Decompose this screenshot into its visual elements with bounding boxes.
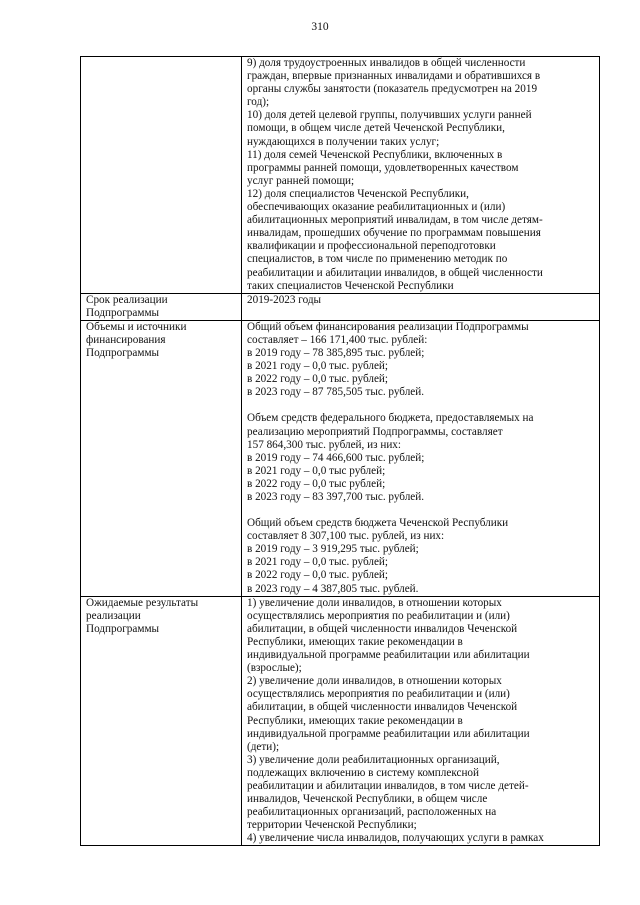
page-number: 310 bbox=[311, 21, 329, 33]
content-line: индивидуальной программе реабилитации или абилитации bbox=[247, 727, 530, 740]
content-line: Общий объем финансирования реализации Подпрограммы bbox=[247, 320, 529, 333]
label-line: Ожидаемые результаты bbox=[86, 596, 199, 609]
content-line: абилитации, в общей численности инвалидов Чеченской bbox=[247, 701, 518, 714]
row-label-cell bbox=[81, 320, 242, 596]
label-line: Подпрограммы bbox=[86, 306, 160, 319]
content-line: органы службы занятости (показатель предусмотрен на 2019 bbox=[247, 83, 538, 96]
content-line: составляет – 166 171,400 тыс. рублей: bbox=[247, 333, 428, 346]
content-line: (взрослые); bbox=[247, 662, 302, 675]
content-line: в 2019 году – 3 919,295 тыс. рублей; bbox=[247, 543, 419, 556]
content-line: Общий объем средств бюджета Чеченской Республики bbox=[247, 517, 509, 530]
funding-row bbox=[81, 320, 600, 596]
content-line: реабилитации и абилитации инвалидов, в общей численности bbox=[247, 266, 543, 279]
content-line: программы ранней помощи, удовлетворенных качеством bbox=[247, 161, 519, 174]
content-line: квалификации и профессиональной переподготовки bbox=[247, 240, 496, 253]
content-line: в 2019 году – 78 385,895 тыс. рублей; bbox=[247, 347, 425, 360]
content-line: индивидуальной программе реабилитации или абилитации bbox=[247, 649, 530, 662]
label-line: Объемы и источники bbox=[86, 320, 187, 333]
content-line: осуществлялись мероприятия по реабилитации и (или) bbox=[247, 688, 510, 701]
content-line: 3) увеличение доли реабилитационных организаций, bbox=[247, 753, 500, 766]
content-line: помощи, в общем числе детей Чеченской Республики, bbox=[247, 122, 505, 135]
content-line: в 2023 году – 4 387,805 тыс. рублей. bbox=[247, 582, 419, 595]
row-label-cell bbox=[81, 596, 242, 846]
content-line: услуг ранней помощи; bbox=[247, 174, 355, 187]
content-line: таких специалистов Чеченской Республики bbox=[247, 279, 454, 292]
content-line: обеспечивающих оказание реабилитационных и (или) bbox=[247, 201, 506, 214]
indicators-row bbox=[81, 57, 600, 294]
content-line: в 2021 году – 0,0 тыс. рублей; bbox=[247, 360, 389, 373]
label-line: финансирования bbox=[86, 333, 166, 346]
row-content-cell bbox=[242, 57, 600, 294]
content-line: Республики, имеющих такие рекомендации в bbox=[247, 714, 463, 727]
content-line: специалистов, в том числе по применению методик по bbox=[247, 253, 508, 266]
content-line: в 2022 году – 0,0 тыс рублей; bbox=[247, 477, 386, 490]
content-line: в 2022 году – 0,0 тыс. рублей; bbox=[247, 373, 389, 386]
content-line: 157 864,300 тыс. рублей, из них: bbox=[247, 438, 402, 451]
content-line: 4) увеличение числа инвалидов, получающих услуги в рамках bbox=[247, 832, 544, 845]
subprogram-passport-table bbox=[80, 56, 600, 846]
content-line: составляет 8 307,100 тыс. рублей, из них: bbox=[247, 530, 445, 543]
content-line: нуждающихся в получении таких услуг; bbox=[247, 135, 440, 148]
content-line: 12) доля специалистов Чеченской Республики, bbox=[247, 187, 469, 200]
row-label-cell bbox=[81, 57, 242, 294]
content-line: в 2021 году – 0,0 тыс. рублей; bbox=[247, 556, 389, 569]
implementation-period-row bbox=[81, 293, 600, 320]
content-line: реабилитационных организаций, расположенных на bbox=[247, 806, 497, 819]
content-line: (дети); bbox=[247, 740, 280, 753]
content-line: 2019-2023 годы bbox=[247, 293, 322, 306]
expected-results-row bbox=[81, 596, 600, 846]
row-label-cell bbox=[81, 293, 242, 320]
content-line: год); bbox=[247, 96, 270, 109]
content-line: в 2019 году – 74 466,600 тыс. рублей; bbox=[247, 451, 425, 464]
paragraph-gap bbox=[247, 399, 596, 412]
content-line: инвалидов, Чеченской Республики, в общем числе bbox=[247, 793, 488, 806]
content-line: абилитации, в общей численности инвалидов Чеченской bbox=[247, 622, 518, 635]
content-line: Объем средств федерального бюджета, предоставляемых на bbox=[247, 412, 534, 425]
label-line: Срок реализации bbox=[86, 293, 168, 306]
content-line: 2) увеличение доли инвалидов, в отношении которых bbox=[247, 675, 502, 688]
content-line: в 2021 году – 0,0 тыс рублей; bbox=[247, 464, 386, 477]
label-line: реализации bbox=[86, 609, 141, 622]
content-line: 1) увеличение доли инвалидов, в отношении которых bbox=[247, 596, 502, 609]
content-line: в 2023 году – 83 397,700 тыс. рублей. bbox=[247, 491, 425, 503]
content-line: 10) доля детей целевой группы, получивших услуги ранней bbox=[247, 109, 532, 122]
content-line: абилитационных мероприятий инвалидам, в том числе детям- bbox=[247, 214, 543, 227]
content-line: граждан, впервые признанных инвалидами и обратившихся в bbox=[247, 70, 541, 83]
content-line: в 2023 году – 87 785,505 тыс. рублей. bbox=[247, 386, 425, 399]
content-line: в 2022 году – 0,0 тыс. рублей; bbox=[247, 569, 389, 582]
label-line: Подпрограммы bbox=[86, 622, 160, 635]
row-content-cell bbox=[242, 293, 600, 320]
content-line: реабилитации и абилитации инвалидов, в том числе детей- bbox=[247, 779, 529, 792]
row-content-cell bbox=[242, 596, 600, 846]
paragraph-gap bbox=[247, 504, 596, 517]
row-content-cell bbox=[242, 320, 600, 596]
label-line: Подпрограммы bbox=[86, 347, 160, 360]
content-line: осуществлялись мероприятия по реабилитации и (или) bbox=[247, 609, 510, 622]
content-line: 9) доля трудоустроенных инвалидов в общей численности bbox=[247, 57, 526, 69]
content-line: инвалидам, прошедших обучение по программам повышения bbox=[247, 227, 541, 240]
content-line: реализацию мероприятий Подпрограммы, составляет bbox=[247, 425, 503, 438]
content-line: подлежащих включению в систему комплексной bbox=[247, 766, 480, 779]
content-line: Республики, имеющих такие рекомендации в bbox=[247, 635, 463, 648]
content-line: территории Чеченской Республики; bbox=[247, 819, 417, 832]
content-line: 11) доля семей Чеченской Республики, включенных в bbox=[247, 148, 503, 161]
